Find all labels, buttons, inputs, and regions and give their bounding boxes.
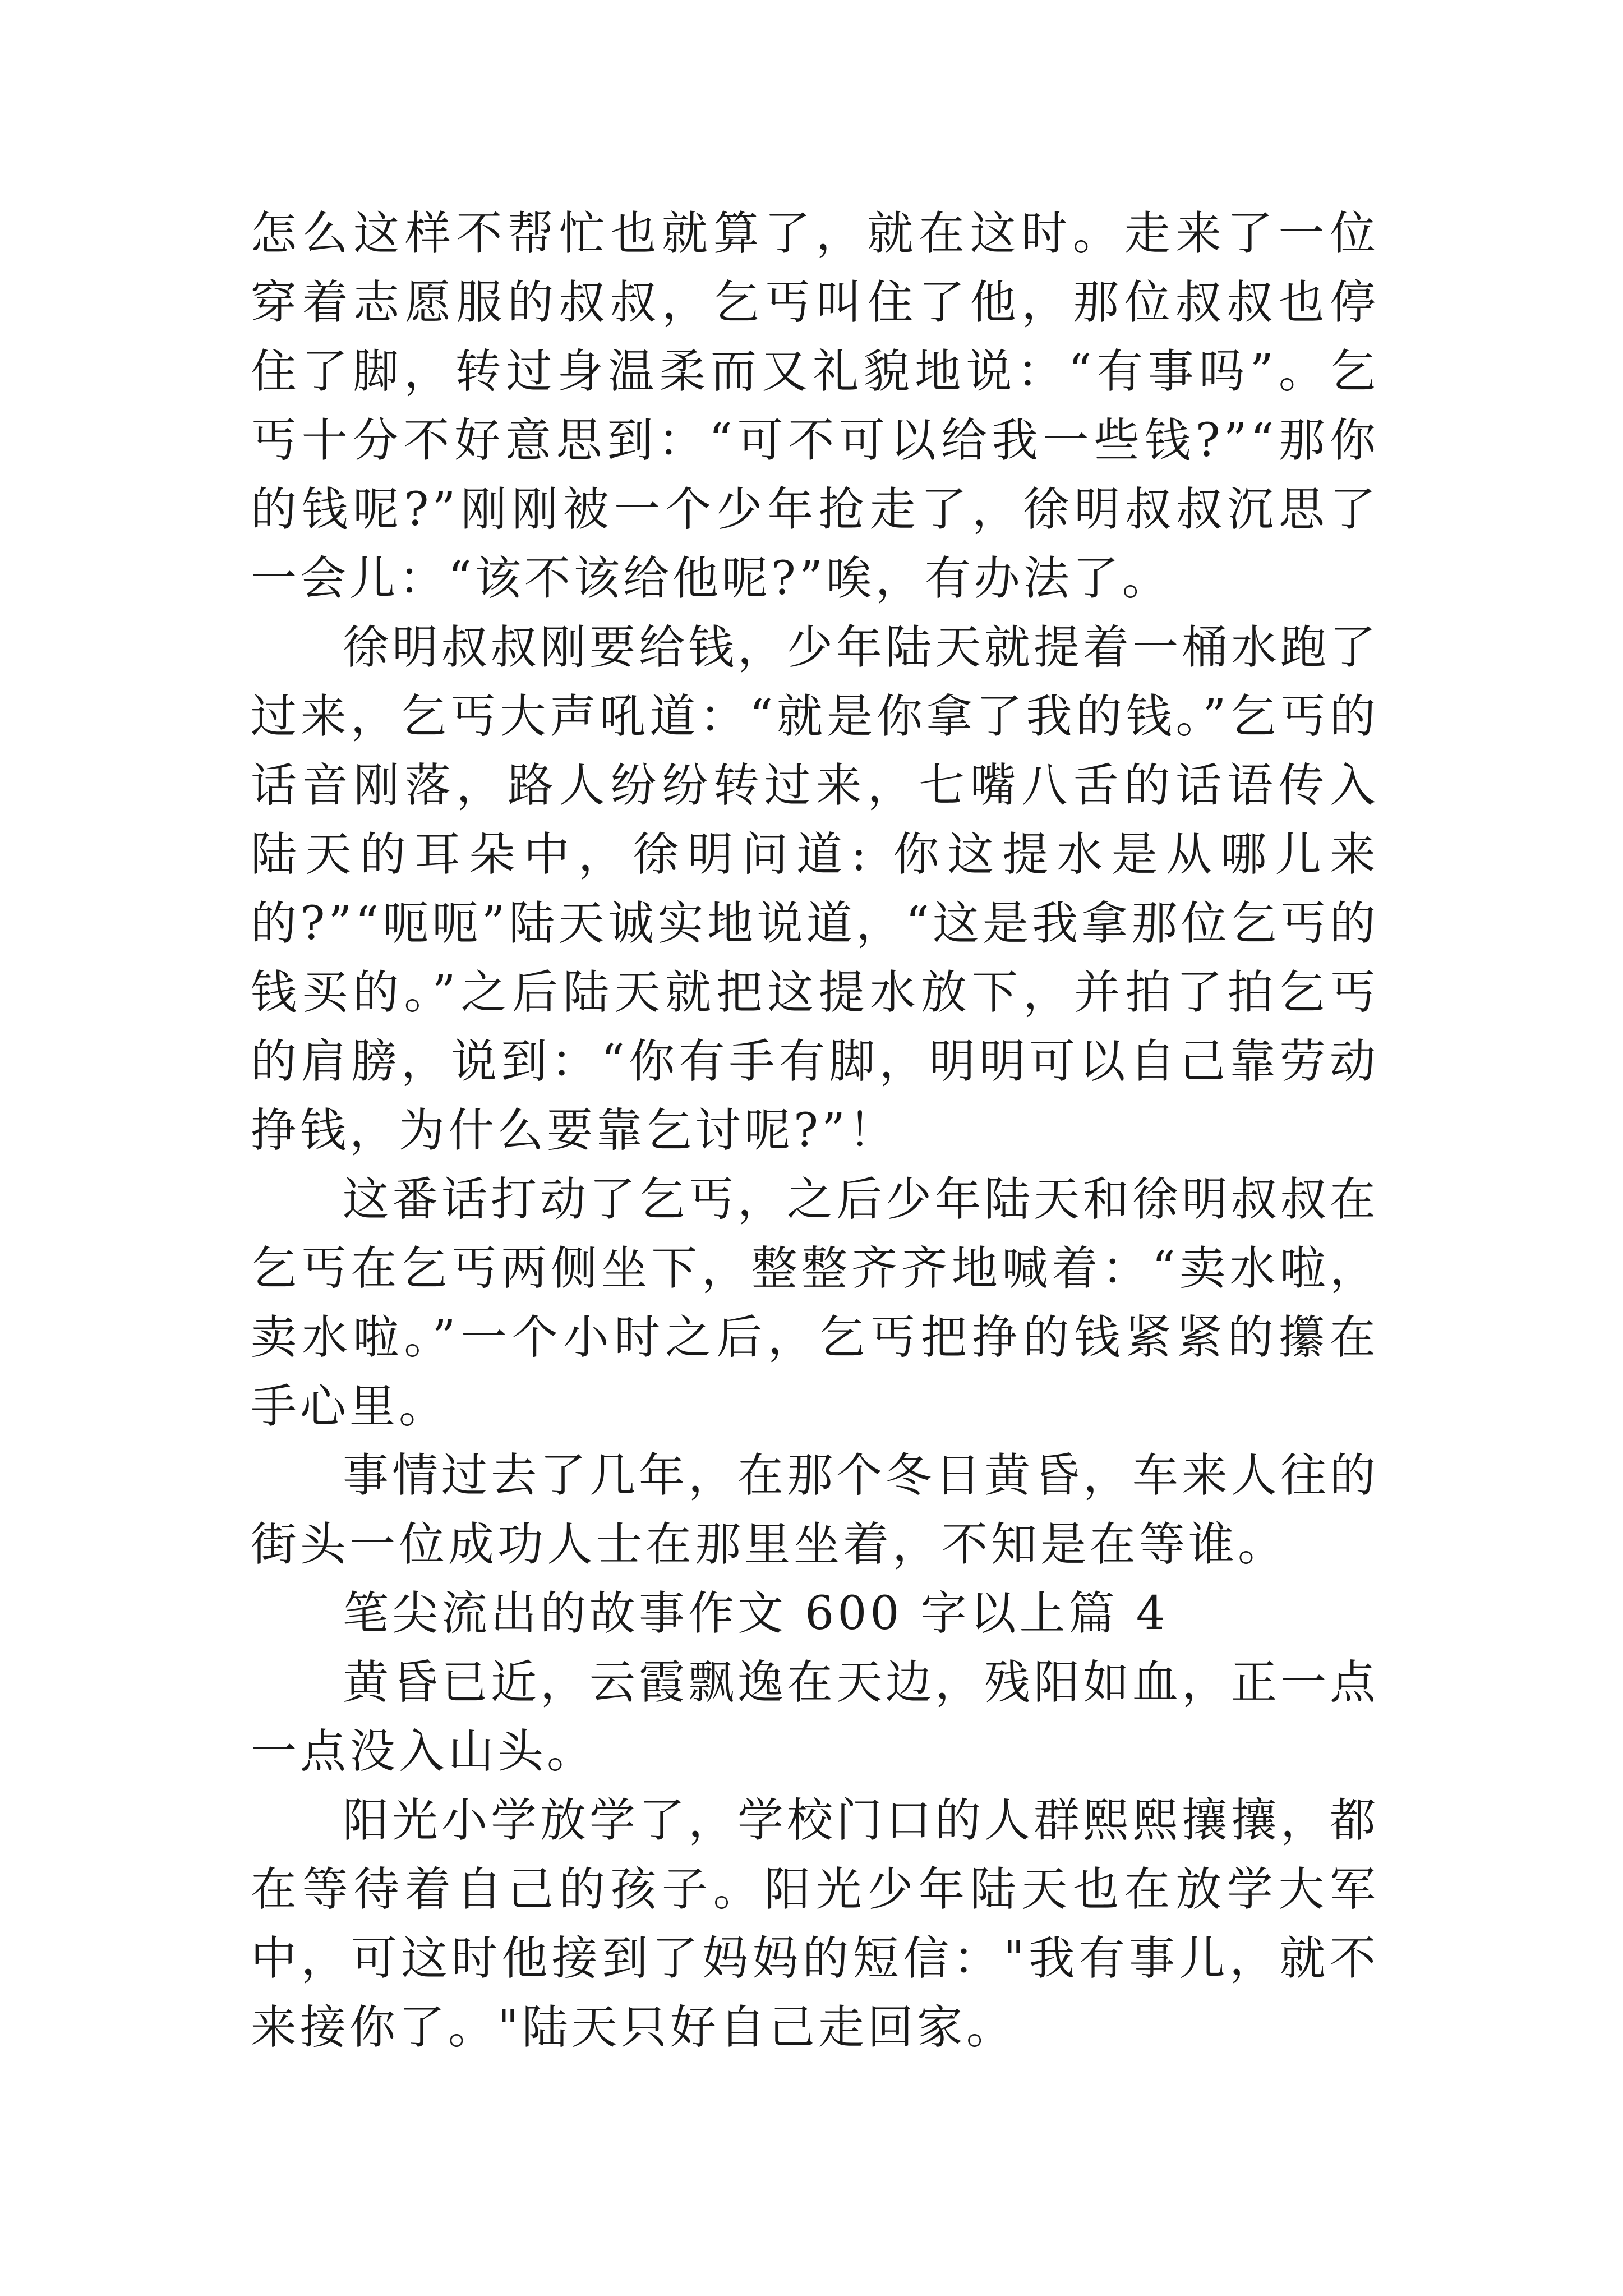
paragraph-1: 怎么这样不帮忙也就算了，就在这时。走来了一位穿着志愿服的叔叔，乞丐叫住了他，那位叔叔也停住了脚，转过身温柔而又礼貌地说：“有事吗”。乞丐十分不好意思到：“可不可以给我一些钱?”“那你的钱呢?”刚刚被一个少年抢走了，徐明叔叔沉思了一会儿：“该不该给他呢?”唉，有办法了。 xyxy=(251,207,1379,605)
section-heading: 笔尖流出的故事作文 600 字以上篇 4 xyxy=(343,1587,1169,1640)
paragraph-3: 这番话打动了乞丐，之后少年陆天和徐明叔叔在乞丐在乞丐两侧坐下，整整齐齐地喊着：“卖水啦，卖水啦。”一个小时之后，乞丐把挣的钱紧紧的攥在手心里。 xyxy=(251,1173,1380,1433)
paragraph-5: 黄昏已近，云霞飘逸在天边，残阳如血，正一点一点没入山头。 xyxy=(251,1656,1380,1778)
paragraph-4: 事情过去了几年，在那个冬日黄昏，车来人往的街头一位成功人士在那里坐着，不知是在等谁。 xyxy=(251,1449,1380,1571)
document-body xyxy=(251,199,1379,2062)
paragraph-6: 阳光小学放学了，学校门口的人群熙熙攘攘，都在等待着自己的孩子。阳光少年陆天也在放学大军中，可这时他接到了妈妈的短信："我有事儿，就不来接你了。"陆天只好自己走回家。 xyxy=(251,1794,1380,2054)
paragraph-2: 徐明叔叔刚要给钱，少年陆天就提着一桶水跑了过来，乞丐大声吼道：“就是你拿了我的钱。”乞丐的话音刚落，路人纷纷转过来，七嘴八舌的话语传入陆天的耳朵中，徐明问道: 你这提水是从哪儿来的?”“呃呃”陆天诚实地说道，“这是我拿那位乞丐的钱买的。”之后陆天就把这提水放下，并拍了拍乞丐的肩膀，说到：“你有手有脚，明明可以自己靠劳动挣钱，为什么要靠乞讨呢?”！ xyxy=(251,621,1380,1157)
